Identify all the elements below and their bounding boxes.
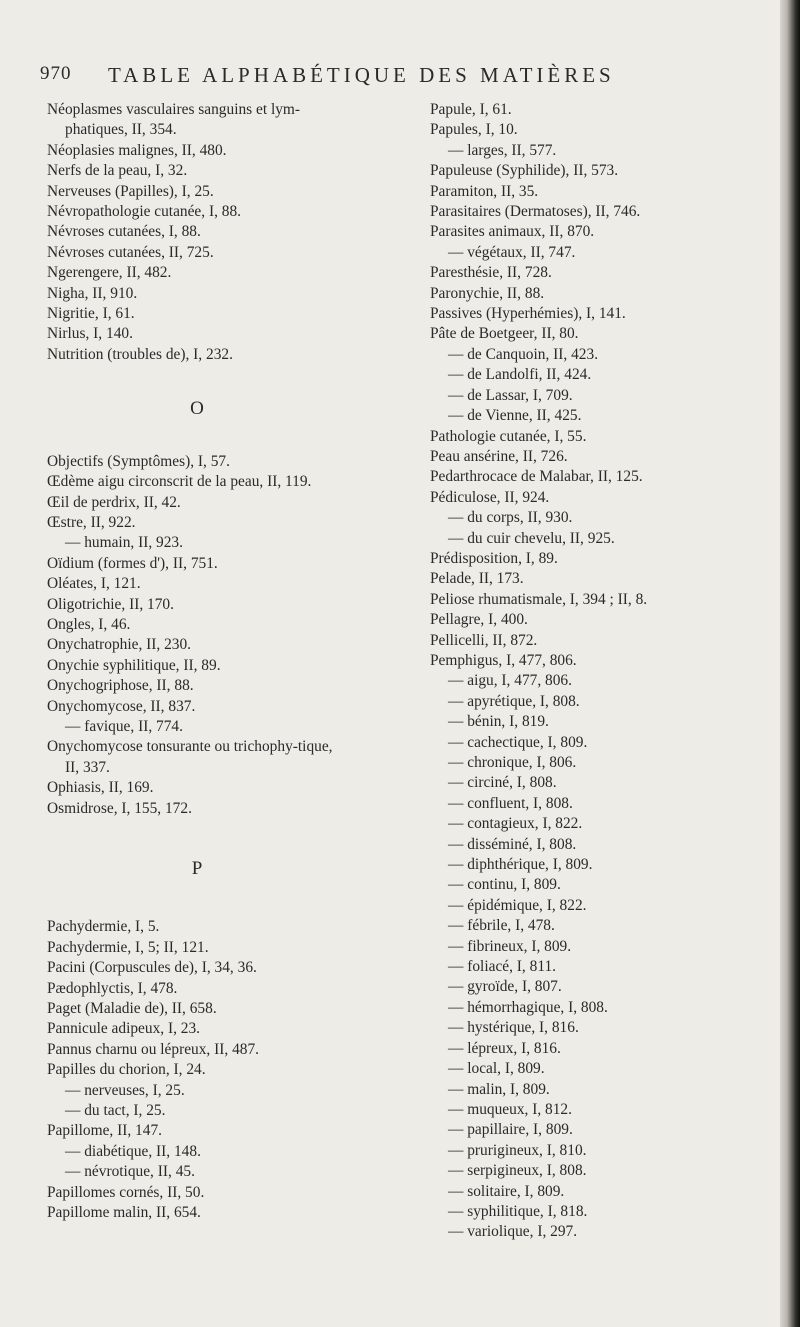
index-entry: Pedarthrocace de Malabar, II, 125.: [430, 468, 643, 486]
index-entry: Peliose rhumatismale, I, 394 ; II, 8.: [430, 590, 648, 608]
index-entry: Onychie syphilitique, II, 89.: [47, 656, 221, 674]
index-entry: Œstre, II, 922.: [47, 513, 136, 531]
index-entry: — de Canquoin, II, 423.: [448, 345, 599, 363]
index-entry: — larges, II, 577.: [448, 141, 557, 159]
index-entry: — foliacé, I, 811.: [448, 958, 556, 976]
index-entry: Passives (Hyperhémies), I, 141.: [430, 305, 626, 323]
index-entry: Onychatrophie, II, 230.: [47, 636, 192, 654]
index-entry: Œil de perdrix, II, 42.: [47, 493, 181, 511]
right-column: [430, 100, 775, 1243]
index-entry: Ongles, I, 46.: [47, 615, 131, 633]
section-letter-p: P: [191, 858, 203, 879]
index-entry: — favique, II, 774.: [65, 717, 183, 735]
index-entry: — syphilitique, I, 818.: [448, 1202, 588, 1220]
index-group-p: [47, 917, 347, 1223]
index-entry: Pédiculose, II, 924.: [430, 488, 550, 506]
index-entry: Pathologie cutanée, I, 55.: [430, 427, 587, 445]
index-entry: Objectifs (Symptômes), I, 57.: [47, 452, 230, 470]
index-entry: — contagieux, I, 822.: [448, 815, 583, 833]
index-entry: Papuleuse (Syphilide), II, 573.: [430, 162, 619, 180]
index-entry: Névroses cutanées, I, 88.: [47, 223, 201, 241]
index-entry: — de Lassar, I, 709.: [448, 386, 573, 404]
running-title: TABLE ALPHABÉTIQUE DES MATIÈRES: [108, 63, 615, 87]
index-entry: Onychogriphose, II, 88.: [47, 677, 194, 695]
index-entry: Papules, I, 10.: [430, 121, 518, 139]
index-entry: Papilles du chorion, I, 24.: [47, 1061, 206, 1079]
index-entry: Nigha, II, 910.: [47, 284, 138, 302]
index-entry: — végétaux, II, 747.: [448, 243, 576, 261]
index-entry: — humain, II, 923.: [65, 534, 183, 552]
page-header: [0, 63, 780, 91]
index-entry: Onychomycose, II, 837.: [47, 697, 196, 715]
index-entry: Paresthésie, II, 728.: [430, 264, 552, 282]
index-entry: Papillome malin, II, 654.: [47, 1204, 201, 1222]
index-entry: Pacini (Corpuscules de), I, 34, 36.: [47, 959, 257, 977]
index-entry: — diabétique, II, 148.: [65, 1142, 201, 1160]
page-edge-shadow: [780, 0, 800, 1327]
index-entry: — muqueux, I, 812.: [448, 1100, 572, 1118]
index-entry: Pelade, II, 173.: [430, 570, 524, 588]
index-entry: Paronychie, II, 88.: [430, 284, 545, 302]
index-entry: Prédisposition, I, 89.: [430, 549, 558, 567]
index-entry: Nirlus, I, 140.: [47, 325, 133, 343]
index-entry: — serpigineux, I, 808.: [448, 1162, 587, 1180]
index-entry: Névropathologie cutanée, I, 88.: [47, 203, 242, 221]
index-entry: Pannicule adipeux, I, 23.: [47, 1020, 201, 1038]
index-entry: Ngerengere, II, 482.: [47, 264, 172, 282]
index-entry: — local, I, 809.: [448, 1060, 545, 1078]
index-entry: — fibrineux, I, 809.: [448, 937, 572, 955]
index-entry: — papillaire, I, 809.: [448, 1121, 573, 1139]
index-entry: Papule, I, 61.: [430, 101, 512, 118]
index-entry: Onychomycose tonsurante ou trichophy-tique, II, 337.: [47, 738, 333, 776]
left-column: [47, 100, 347, 1224]
index-entry: — prurigineux, I, 810.: [448, 1141, 587, 1159]
index-entry: — chronique, I, 806.: [448, 754, 577, 771]
index-entry: Névroses cutanées, II, 725.: [47, 243, 214, 261]
index-entry: Nerveuses (Papilles), I, 25.: [47, 182, 214, 200]
index-entry: — bénin, I, 819.: [448, 713, 549, 731]
index-group-right: [430, 100, 775, 1243]
index-entry: — hémorrhagique, I, 808.: [448, 998, 608, 1016]
index-entry: Paramiton, II, 35.: [430, 182, 539, 200]
index-entry: — névrotique, II, 45.: [65, 1163, 195, 1181]
index-entry: Pannus charnu ou lépreux, II, 487.: [47, 1040, 259, 1058]
index-entry: — solitaire, I, 809.: [448, 1182, 565, 1200]
index-entry: — malin, I, 809.: [448, 1080, 550, 1098]
index-group-o: [47, 452, 347, 819]
index-entry: Osmidrose, I, 155, 172.: [47, 799, 192, 817]
index-entry: — aigu, I, 477, 806.: [448, 672, 572, 690]
index-entry: — confluent, I, 808.: [448, 794, 573, 812]
index-entry: Paget (Maladie de), II, 658.: [47, 1000, 217, 1018]
index-entry: Pellicelli, II, 872.: [430, 631, 538, 649]
index-entry: Parasites animaux, II, 870.: [430, 223, 595, 241]
index-entry: — épidémique, I, 822.: [448, 896, 587, 914]
index-entry: — de Vienne, II, 425.: [448, 407, 582, 425]
index-entry: Oïdium (formes d'), II, 751.: [47, 554, 218, 572]
index-entry: Pâte de Boetgeer, II, 80.: [430, 325, 579, 343]
index-entry: Néoplasmes vasculaires sanguins et lym-phatiques, II, 354.: [47, 101, 301, 139]
index-entry: Oligotrichie, II, 170.: [47, 595, 174, 613]
index-entry: — gyroïde, I, 807.: [448, 978, 562, 996]
index-entry: — du cuir chevelu, II, 925.: [448, 529, 615, 547]
index-entry: — variolique, I, 297.: [448, 1223, 578, 1241]
index-entry: Peau ansérine, II, 726.: [430, 447, 568, 465]
index-entry: — de Landolfi, II, 424.: [448, 366, 592, 384]
index-entry: Pellagre, I, 400.: [430, 611, 528, 629]
index-entry: — du corps, II, 930.: [448, 509, 573, 527]
index-entry: Nigritie, I, 61.: [47, 305, 135, 323]
page-number: 970: [40, 63, 72, 84]
index-entry: Nutrition (troubles de), I, 232.: [47, 345, 233, 363]
index-entry: Parasitaires (Dermatoses), II, 746.: [430, 203, 641, 221]
index-entry: Ophiasis, II, 169.: [47, 779, 154, 797]
index-entry: Papillome, II, 147.: [47, 1122, 162, 1140]
index-entry: — cachectique, I, 809.: [448, 733, 588, 751]
index-entry: — circiné, I, 808.: [448, 774, 557, 792]
index-entry: Oléates, I, 121.: [47, 575, 141, 593]
index-entry: — apyrétique, I, 808.: [448, 692, 580, 710]
index-entry: — fébrile, I, 478.: [448, 917, 555, 935]
index-entry: Pachydermie, I, 5.: [47, 918, 160, 936]
index-entry: — disséminé, I, 808.: [448, 835, 577, 853]
index-entry: Papillomes cornés, II, 50.: [47, 1183, 205, 1201]
index-entry: — diphthérique, I, 809.: [448, 856, 593, 874]
index-entry: — lépreux, I, 816.: [448, 1039, 561, 1057]
index-entry: — nerveuses, I, 25.: [65, 1081, 185, 1099]
index-group-n: [47, 100, 347, 365]
index-entry: Néoplasies malignes, II, 480.: [47, 141, 227, 159]
index-entry: Œdème aigu circonscrit de la peau, II, 119.: [47, 473, 312, 491]
index-entry: Nerfs de la peau, I, 32.: [47, 162, 188, 180]
index-entry: — du tact, I, 25.: [65, 1102, 166, 1120]
index-entry: Pædophlyctis, I, 478.: [47, 979, 178, 997]
index-entry: — continu, I, 809.: [448, 876, 561, 894]
index-entry: — hystérique, I, 816.: [448, 1019, 579, 1037]
index-entry: Pemphigus, I, 477, 806.: [430, 651, 577, 669]
section-letter-o: O: [190, 398, 204, 420]
index-entry: Pachydermie, I, 5; II, 121.: [47, 938, 209, 956]
